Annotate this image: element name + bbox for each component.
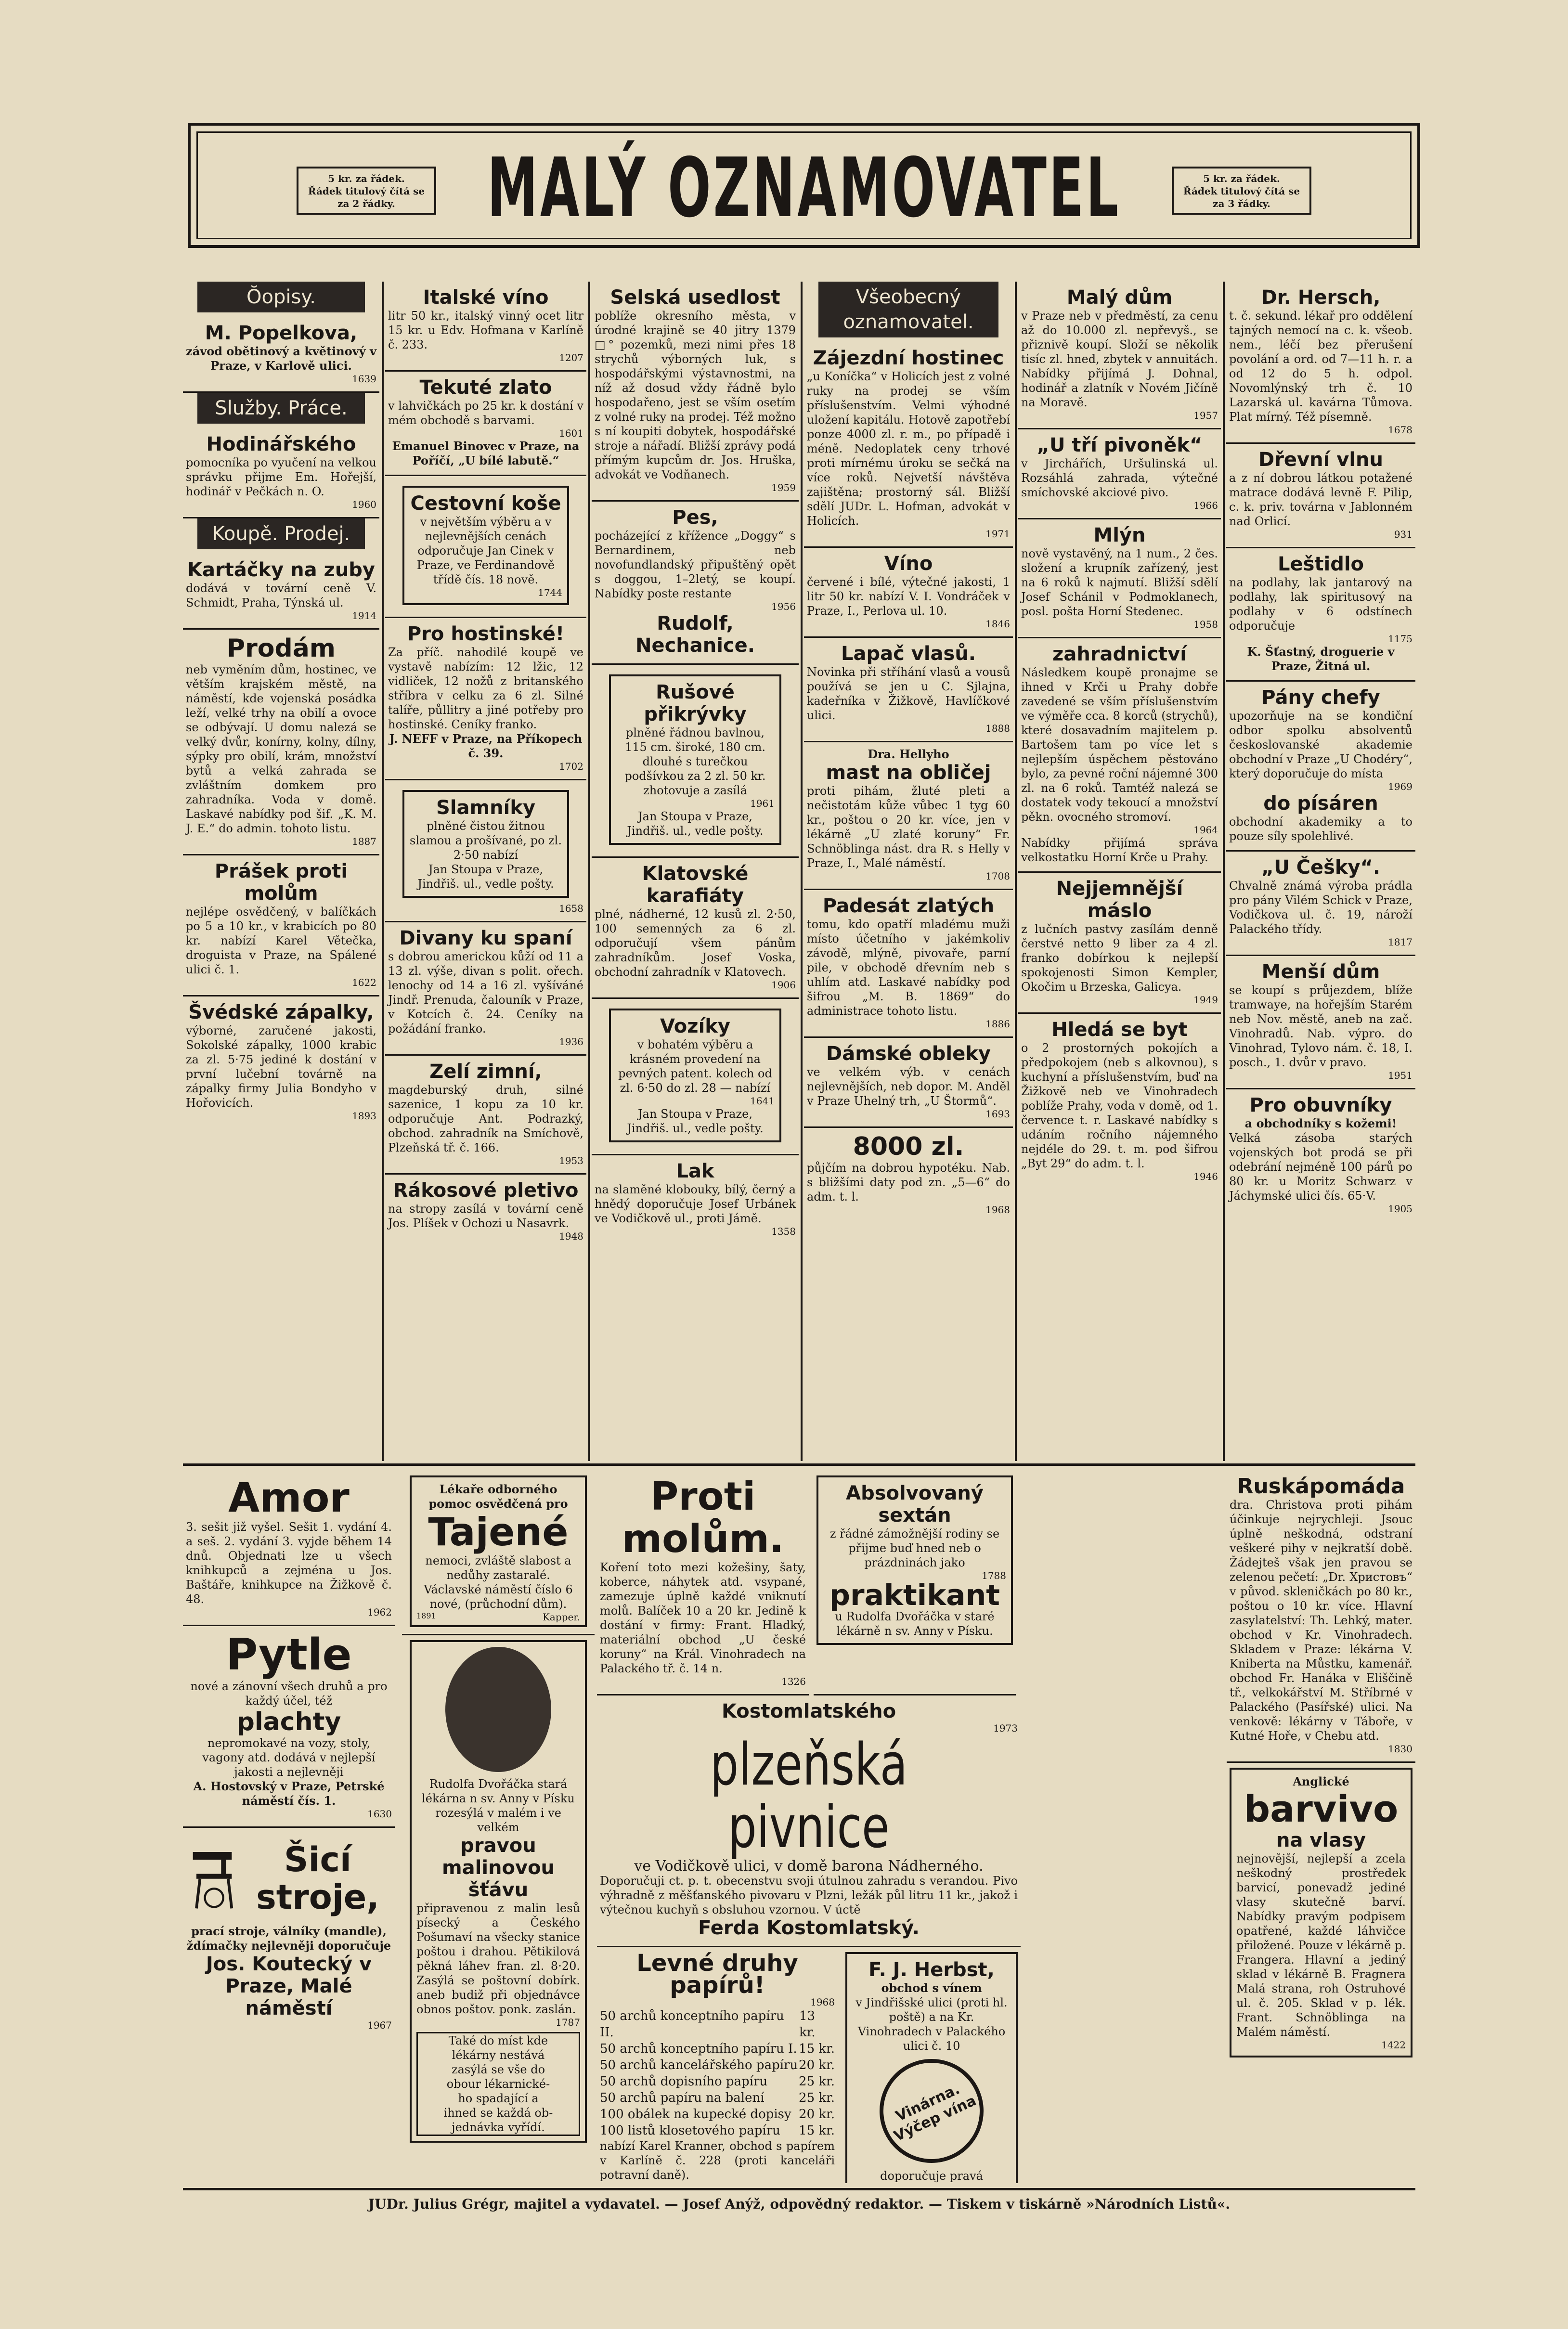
section-divider (183, 1463, 1415, 1466)
ad-ruska-pomada: Ruskápomáda dra. Christova proti pihám účinkuje nejrychleji. Jsouc úplně neškodná, odstraní veškeré pihy v nejkratší době. Žádejteš však jen pravou se zelenou pečetí: „Dr. Христовъ“ v původ. skleničkách po 80 kr., poštou o 10 kr. více. Hlavní zasylatelství: Th. Lehký, mater. obchod v Kr. Vinohradech. Skladem v Praze: lékárna V. Kniberta na Můstku, kamenář. obchod Fr. Hanáka v Eliščině tř., velkokářství M. Stříbrné v Palackého (Pasířské) ulici. Na venkově: lékárny v Táboře, v Kutné Hoře, v Chebu atd. 1830 (1227, 1471, 1415, 1763)
column-rule (382, 282, 384, 1461)
lower-center (597, 1471, 1021, 2183)
center-top-row (597, 1471, 1021, 1695)
ad-zahradnictvi: zahradnictví Následkem koupě pronajme se ihned v Krči u Prahy dobře zavedené se vším příslušenstvím ve výměře cca. 8 korců (strychů), které dosavadním majitelem p. Bartošem tam po více let s nejlepším úspěchem pěstováno bylo, za pevné roční nájemné 300 zl. na 6 roků. Tamtéž nalezá se dostatek vody tekoucí a množství pěkn. ovocného stromoví. 1964 Nabídky přijímá správa velkostatku Horní Krče u Prahy. (1018, 638, 1221, 873)
ad-zajezdni-hostinec: Zájezdní hostinec „u Koníčka“ v Holicích jest z volné ruky na prodej se vším příslušenstvím. Velmi výhodné uložení kapitálu. Hotově zapotřebí ponze 4000 zl. r. m., po případě i méně. Nedoplatek ceny trhové proti mírnému úroku se sečká na více roků. Nejvetší návštěva zajištěna; prostorný sál. Bližší sdělí JUDr. L. Hofman, advokát v Holicích. 1971 (804, 342, 1013, 548)
ad-plzenska-pivnice: Kostomlatského 1973 plzeňská pivnice ve Vodičkově ulici, v domě barona Nádherného. Doporučuji ct. p. t. obecenstvu svoji útulnou zahradu s verandou. Pivo výhradně z měšťanského pivovaru v Plzni, ležák půl litru 11 kr., jakož i výtečnou kuchyň s obsluhou vzornou. V úctě Ferda Kostomlatský. (597, 1695, 1021, 1947)
ad-pro-obuvniky: Pro obuvníky a obchodníky s kožemi! Velká zásoba starých vojenských bot prodá se při odebrání nejméně 100 párů po 80 kr. u Moritz Schwarz v Jáchymské ulici čís. 65·V. 1905 (1229, 1094, 1412, 1215)
portrait-image (445, 1647, 551, 1772)
rubric-heading: Ŏopisy. (197, 282, 365, 312)
ad-8000-zl: 8000 zl. půjčím na dobrou hypotéku. Nab. s bližšími daty pod zn. „5—6“ do adm. t. l. 1968 (807, 1132, 1010, 1216)
wine-bottle-emblem: Vinárna. Výčep vína (862, 2042, 1000, 2180)
rubric-heading: Všeobecný oznamovatel. (818, 282, 998, 337)
ad-malinova-stava: Rudolfa Dvořáčka stará lékárna n sv. Anny v Písku rozesýlá v malém i ve velkém pravou malinovou šťávu připravenou z malin lesů písecký a Českého Pošumaví na všecky stanice poštou i drahou. Pětikilová pěkná láhev fran. zl. 8·20. Zasýlá se poštovní dobírk. aneb budiž při objednávce obnos poštov. ponk. zaslán. 1787 Také do míst kde lékárny nestává zasýlá se vše do obour lékarnické- ho spadající a ihned se každá ob- jednávka vyřídí. (402, 1635, 595, 2149)
ad-amor: Amor 3. sešit již vyšel. Sešit 1. vydání 4. a seš. 2. vydání 3. vyjde během 14 dnů. Objednati lze u všech knihkupců a zejména u Jos. Baštáře, knihkupce na Žižkově č. 48. 1962 (183, 1471, 395, 1626)
ad-pytle: Pytle nové a zánovní všech druhů a pro každý účel, též plachty nepromokavé na vozy, stoly, vagony atd. dodává v nejlepší jakosti a nejlevněji A. Hostovský v Praze, Petrské náměstí čís. 1. 1630 (183, 1626, 395, 1828)
ad-pany-chefy: Pány chefy upozorňuje na se kondiční odbor spolku absolventů českoslovanské akademie obchodní v Praze „U Chodéry“, který doporučuje do místa 1969 do písáren obchodní akademiky a to pouze síly spolehlivé. (1226, 682, 1415, 852)
ad-voziky: Vozíky v bohatém výběru a krásném provedení na pevných patent. kolech od zl. 6·50 do zl. 28 — nabízí 1641 Jan Stoupa v Praze, Jindřiš. ul., vedle pošty. (592, 999, 799, 1155)
price-item: 50 archů dopisního papíru (600, 2074, 768, 2089)
sewing-machine-icon (186, 1833, 239, 1924)
ad-prasek: Prášek proti molům nejlépe osvědčený, v balíčkách po 5 a 10 kr., v krabicích po 80 kr. nabízí Karel Větečka, droguista v Praze, na Spálené ulici č. 1. 1622 (183, 855, 379, 996)
ad-u-cesky: „U Češky“. Chvalně známá výroba prádla pro pány Vilém Schick v Praze, Vodičkova ul. č. 19, nároží Palackého třídy. 1817 (1226, 852, 1415, 956)
column-5 (1018, 282, 1221, 1461)
ad-herbst: F. J. Herbst, obchod s vínem v Jindřišské ulici (proti hl. poště) a na Kr. Vinohradech v Palackého ulici č. 10 Vinárna. Výčep vína doporučuje pravá (842, 1947, 1021, 2183)
ad-damske-obleky: Dámské obleky ve velkém výb. v cenách nejlevnějších, neb dopor. M. Anděl v Praze Uhelný trh, „U Štormů“. 1693 (804, 1038, 1013, 1128)
column-4 (804, 282, 1013, 1461)
ad-rakosove-pletivo: Rákosové pletivo na stropy zasílá v tovární ceně Jos. Plíšek v Ochozi u Nasavrk. 1948 (388, 1179, 583, 1242)
ad-maslo: Nejjemnější máslo z lučních pastvy zasílám denně čerstvé netto 9 liber za 4 zl. franko dobírkou k nejlepší spokojenosti Simon Kempler, Okočim u Brzeska, Galicya. 1949 (1018, 873, 1221, 1014)
price-box-left: 5 kr. za řádek. Řádek titulový čítá se za 2 řádky. (297, 167, 436, 215)
ad-hodinarske: Hodinářského pomocníka po vyučení na velkou správku přijme Em. Hořejší, hodinář v Pečkách n. O. 1960 (183, 428, 379, 518)
ad-popelkova: M. Popelkova, závod obětinový a květinový v Praze, v Karlově ulici. 1639 (183, 317, 379, 393)
ad-divany: Divany ku spaní s dobrou americkou kůží od 11 a 13 zl. výše, divan s polit. ořech. lenochy od 14 a 16 zl. vyšíváné Jindř. Prenuda, čalouník v Praze, v Kotcích č. 24. Ceníky na požádání franko. 1936 (385, 922, 586, 1056)
ad-lestidlo: Leštidlo na podlahy, lak jantarový na podlahy, lak spiritusový na podlahy v 6 odstínech odporučuje 1175 K. Šťastný, droguerie v Praze, Žitná ul. (1226, 548, 1415, 682)
ad-cestovni-kose: Cestovní koše v největším výběru a v nejlevnějších cenách odporučuje Jan Cinek v Praze, ve Ferdinandově třídě čís. 18 nově. 1744 (385, 476, 586, 618)
ad-selska-usedlost: Selská usedlost poblíže okresního města, v úrodné krajině se 40 jitry 1379 □° pozemků, mezi nimi přes 18 strychů výborných luk, s hospodářskými výstavnostmi, na níž až dosud vždy řádně bylo hospodařeno, jest se vším osetím z volné ruky na prodej. Též možno s ní koupiti dobytek, hospodářské stroje a nářadí. Bližší zprávy podá přímým kupcům dr. Jos. Hruška, advokát ve Vodňanech. 1959 (592, 282, 799, 502)
price-list (600, 2008, 835, 2139)
price-value: 25 kr. (799, 2074, 835, 2089)
price-row (600, 2122, 835, 2139)
classifieds-header (188, 123, 1420, 248)
price-value: 20 kr. (799, 2107, 835, 2122)
ad-padesat-zlatych: Padesát zlatých tomu, kdo opatří mladému muži místo účetního v jakémkoliv závodě, mlýně, pivovaře, parní pile, v obchodě dřevním neb s uhlím atd. Laskavé nabídky pod šifrou „M. B. 1869“ do administrace tohoto listu. 1886 (804, 890, 1013, 1038)
price-row (600, 2041, 835, 2057)
ad-drevni-vlnu: Dřevní vlnu a z ní dobrou látkou potažené matrace dodává levně F. Pilip, c. k. priv. továrna v Jablonném nad Orlicí. 931 (1226, 444, 1415, 548)
ad-lapac-vlasu: Lapač vlasů. Novinka při stříhání vlasů a vousů používá se jen u C. Sjlajna, kadeřníka v Žižkově, Havlíčkové ulici. 1888 (804, 638, 1013, 742)
ad-maly-dum: Malý dům v Praze neb v předměstí, za cenu až do 10.000 zl. nepřevyš., se přiznivě koupí. Složí se několik tisíc zl. hned, zbytek v annuitách. Nabídky přijímá J. Dohnal, hodinář a zlatník v Novém Jičíně na Moravě. 1957 (1018, 282, 1221, 429)
ad-hleda-se-byt: Hledá se byt o 2 prostorných pokojích a předpokojem (neb s alkovnou), s kuchyní a příslušenstvím, buď na Žižkově neb ve Vinohradech poblíže Prahy, voda v domě, od 1. července t. r. Laskavé nabídky s udáním ročního nájemného nejdéle do 29. t. m. pod šifrou „Byt 29“ do adm. t. l. 1946 (1021, 1019, 1218, 1182)
ad-pes: Pes, pocházející z křížence „Doggy“ s Bernardinem, neb novofundlandský připuštěný opět s doggou, 1–2letý, se koupí. Nabídky poste restante 1956 Rudolf, Nechanice. (592, 502, 799, 665)
ad-kartacky: Kartáčky na zuby dodává v tovární ceně V. Schmidt, Praha, Týnská ul. 1914 (183, 554, 379, 630)
center-bottom-row (597, 1947, 1021, 2183)
price-row (600, 2106, 835, 2122)
lower-column-2 (402, 1471, 595, 2183)
ad-italske-vino: Italské víno litr 50 kr., italský vinný ocet litr 15 kr. u Edv. Hofmana v Karlíně č. 233. 1207 (385, 282, 586, 372)
ad-pro-hostinske: Pro hostinské! Za příč. nahodilé koupě ve vystavě nabízím: 12 lžic, 12 vidliček, 12 nožů z britanského stříbra v celku za 6 zl. Silné talíře, půllitry a jiné potřeby pro hostinské. Ceníky franko. J. NEFF v Praze, na Příkopech č. 39. 1702 (385, 618, 586, 780)
column-rule (1015, 282, 1017, 1461)
rubric-heading: Koupě. Prodej. (197, 518, 365, 549)
ad-karafiaty: Klatovské karafiáty plné, nádherné, 12 kusů zl. 2·50, 100 semenných za 6 zl. odporučují všem pánům zahradníkům. Josef Voska, obchodní zahradník v Klatovech. 1906 (592, 858, 799, 999)
column-rule (1223, 282, 1225, 1461)
ad-tekute-zlato: Tekuté zlato v lahvičkách po 25 kr. k dostání v mém obchodě s barvami. 1601 Emanuel Binovec v Praze, na Poříčí, „U bílé labutě.“ (385, 372, 586, 476)
ad-prodam: Prodám neb vyměním dům, hostinec, ve větším krajském městě, na náměstí, kde vojenská posádka leží, velké trhy na obilí a ovoce se odbývají. U domu nalezá se velký dvůr, konírny, kolny, dílny, sýpky pro obilí, krám, množství bytů a velká zahrada se zvláštním domkem pro zahradníka. Voda v domě. Laskavé nabídky pod šif. „K. M. J. E.“ do admin. tohoto listu. 1887 (183, 630, 379, 855)
lower-column-1 (183, 1471, 395, 2183)
price-item: 50 archů papíru na balení (600, 2091, 765, 2105)
rubric-heading: Služby. Práce. (197, 393, 365, 424)
column-rule (588, 282, 590, 1461)
column-1 (183, 282, 379, 1461)
price-row (600, 2057, 835, 2073)
page-title: MALÝ OZNAMOVATEL (487, 141, 1121, 236)
ad-zapalky: Švédské zápalky, výborné, zaručené jakosti, Sokolské zápalky, 1000 krabic za zl. 5·75 jediné k dostání v první lučební továrně na zápalky firmy Julia Bondyho v Hořovicích. 1893 (186, 1001, 376, 1122)
price-item: 50 archů kancelářského papíru (600, 2058, 798, 2072)
ad-tajene: Lékaře odborného pomoc osvědčená pro Tajené nemoci, zvláště slabost a nedůhy zastaralé. Václavské náměstí číslo 6 nové, (průchodní dům). Kapper. 1891 (402, 1471, 595, 1635)
ad-dr-hersch: Dr. Hersch, t. č. sekund. lékař pro oddělení tajných nemocí na c. k. všeob. nem., léčí bez přerušení povolání a ord. od 7—11 h. r. a od 12 do 5 h. odpol. Novomlýnský trh č. 10 Lazarská ul. kavárna Tůmova. Plat mírný. Též písemně. 1678 (1226, 282, 1415, 444)
ad-levne-papiry: Levné druhy papírů! 1968 50 archů konceptního papíru II. 13 kr. 50 archů konceptního papíru I. 15 kr. 50 archů kancelářského papíru 20 kr. 50 archů dopisního papíru 25 kr. 50 archů papíru na balení 25 kr. 100 obálek na kupecké dopisy 20 kr. 100 listů klosetového papíru 15 kr. nabízí Karel Kranner, obchod s papírem v Karlíně č. 228 (proti kanceláři potravní daně). (600, 1950, 835, 2182)
price-value: 13 kr. (799, 2009, 816, 2040)
ad-anglicke-barvivo: Anglické barvivo na vlasy nejnovější, nejlepší a zcela neškodný prostředek barvicí, ponevadž jediné vlasy skutečně barví. Nabídky pravým podpisem opatřené, každé láhvičce přiložené. Pouze v lékárně p. Frangera. Hlavní a jediný sklad v lékárně B. Fragnera Malá strana, roh Ostruhové ul. č. 205. Sklad v p. lék. Frant. Schnöblinga na Malém náměstí. 1422 (1227, 1763, 1415, 2064)
imprint-footer: JUDr. Julius Grégr, majitel a vydavatel. — Josef Anýž, odpovědný redaktor. — Tiskem v tiskárně »Národních Listů«. (183, 2188, 1415, 2212)
price-item: 50 archů konceptního papíru I. (600, 2042, 797, 2056)
price-value: 25 kr. (799, 2091, 835, 2105)
ad-mlyn: Mlýn nově vystavěný, na 1 num., 2 čes. složení a krupník zařízený, jest na 6 roků k najmutí. Bližší sdělí Josef Schánil v Podmoklanech, posl. pošta Horní Stedenec. 1958 (1018, 519, 1221, 638)
ad-slamniky: Slamníky plněné čistou žitnou slamou a prošívané, po zl. 2·50 nabízí Jan Stoupa v Praze, Jindřiš. ul., vedle pošty. 1658 (385, 780, 586, 922)
price-value: 20 kr. (799, 2058, 835, 2072)
ad-lak: Lak na slaměné klobouky, bílý, černý a hnědý doporučuje Josef Urbánek ve Vodičkově ul., proti Jámě. 1358 (595, 1160, 796, 1237)
price-row (600, 2090, 835, 2106)
ad-prikryvky: Rušové přikrývky plněné řádnou bavlnou, 115 cm. široké, 180 cm. dlouhé s turečkou podšívkou za 2 zl. 50 kr. zhotovuje a zasílá 1961 Jan Stoupa v Praze, Jindřiš. ul., vedle pošty. (592, 665, 799, 858)
price-item: 100 listů klosetového papíru (600, 2123, 780, 2138)
ad-tri-pivonek: „U tří pivoněk“ v Jirchářích, Uršulinská ul. Rozsáhlá zahrada, výtečné smíchovské akciové pivo. 1966 (1018, 429, 1221, 519)
column-3 (592, 282, 799, 1461)
column-6 (1226, 282, 1415, 1461)
ad-proti-molum: Proti molům. Koření toto mezi kožešiny, šaty, koberce, náhytek atd. vsypané, zamezuje úplně každé vniknutí molů. Balíček 10 a 20 kr. Jedině k dostání v firmy: Frant. Hladký, materiální obchod „U české koruny“ na Král. Vinohradech na Palackého tř. č. 14 n. 1326 (597, 1471, 809, 1695)
price-row (600, 2073, 835, 2090)
price-item: 100 obálek na kupecké dopisy (600, 2107, 791, 2122)
lower-column-6 (1227, 1471, 1415, 2183)
ad-mast-na-oblicej: Dra. Hellyho mast na obličej proti pihám, žluté pleti a nečistotám kůže vůbec 1 tyg 60 kr., poštou o 20 kr. více, jen v lékárně „U zlaté koruny“ Fr. Schnöblinga nást. dra R. s Helly v Praze, I., Malé náměstí. 1708 (804, 742, 1013, 890)
column-2 (385, 282, 586, 1461)
price-box-right: 5 kr. za řádek. Řádek titulový čítá se za 3 řádky. (1172, 167, 1311, 215)
ad-sici-stroje: Šicí stroje, prací stroje, válníky (mandle), ždímačky nejlevněji doporučuje Jos. Koutecký v Praze, Malé náměstí 1967 (183, 1828, 395, 2038)
ad-zeli: Zelí zimní, magdeburský druh, silné sazenice, 1 kopu za 10 kr. odporučuje Ant. Podrazký, obchod. zahradník na Smíchově, Plzeňská tř. č. 166. 1953 (385, 1056, 586, 1175)
column-rule (801, 282, 803, 1461)
price-value: 15 kr. (799, 2123, 835, 2138)
price-item: 50 archů konceptního papíru II. (600, 2009, 784, 2040)
ad-vino: Víno červené i bílé, výtečné jakosti, 1 litr 50 kr. nabízí V. I. Vondráček v Praze, I., Perlova ul. 10. 1846 (804, 548, 1013, 638)
ad-mensi-dum: Menší dům se koupí s průjezdem, blíže tramwaye, na hořejším Starém neb Nov. městě, aneb na zač. Vinohradů. Nab. výpro. do Vinohrad, Tylovo nám. č. 18, I. posch., 1. dvůr v pravo. 1951 (1226, 956, 1415, 1089)
price-value: 15 kr. (799, 2042, 835, 2056)
price-row (600, 2008, 835, 2041)
ad-sextan: Absolvovaný sextán z řádné zámožnější rodiny se přijme buď hned neb o prázdninách jako 1788 praktikant u Rudolfa Dvořáčka v staré lékárně n sv. Anny v Písku. (814, 1471, 1016, 1695)
